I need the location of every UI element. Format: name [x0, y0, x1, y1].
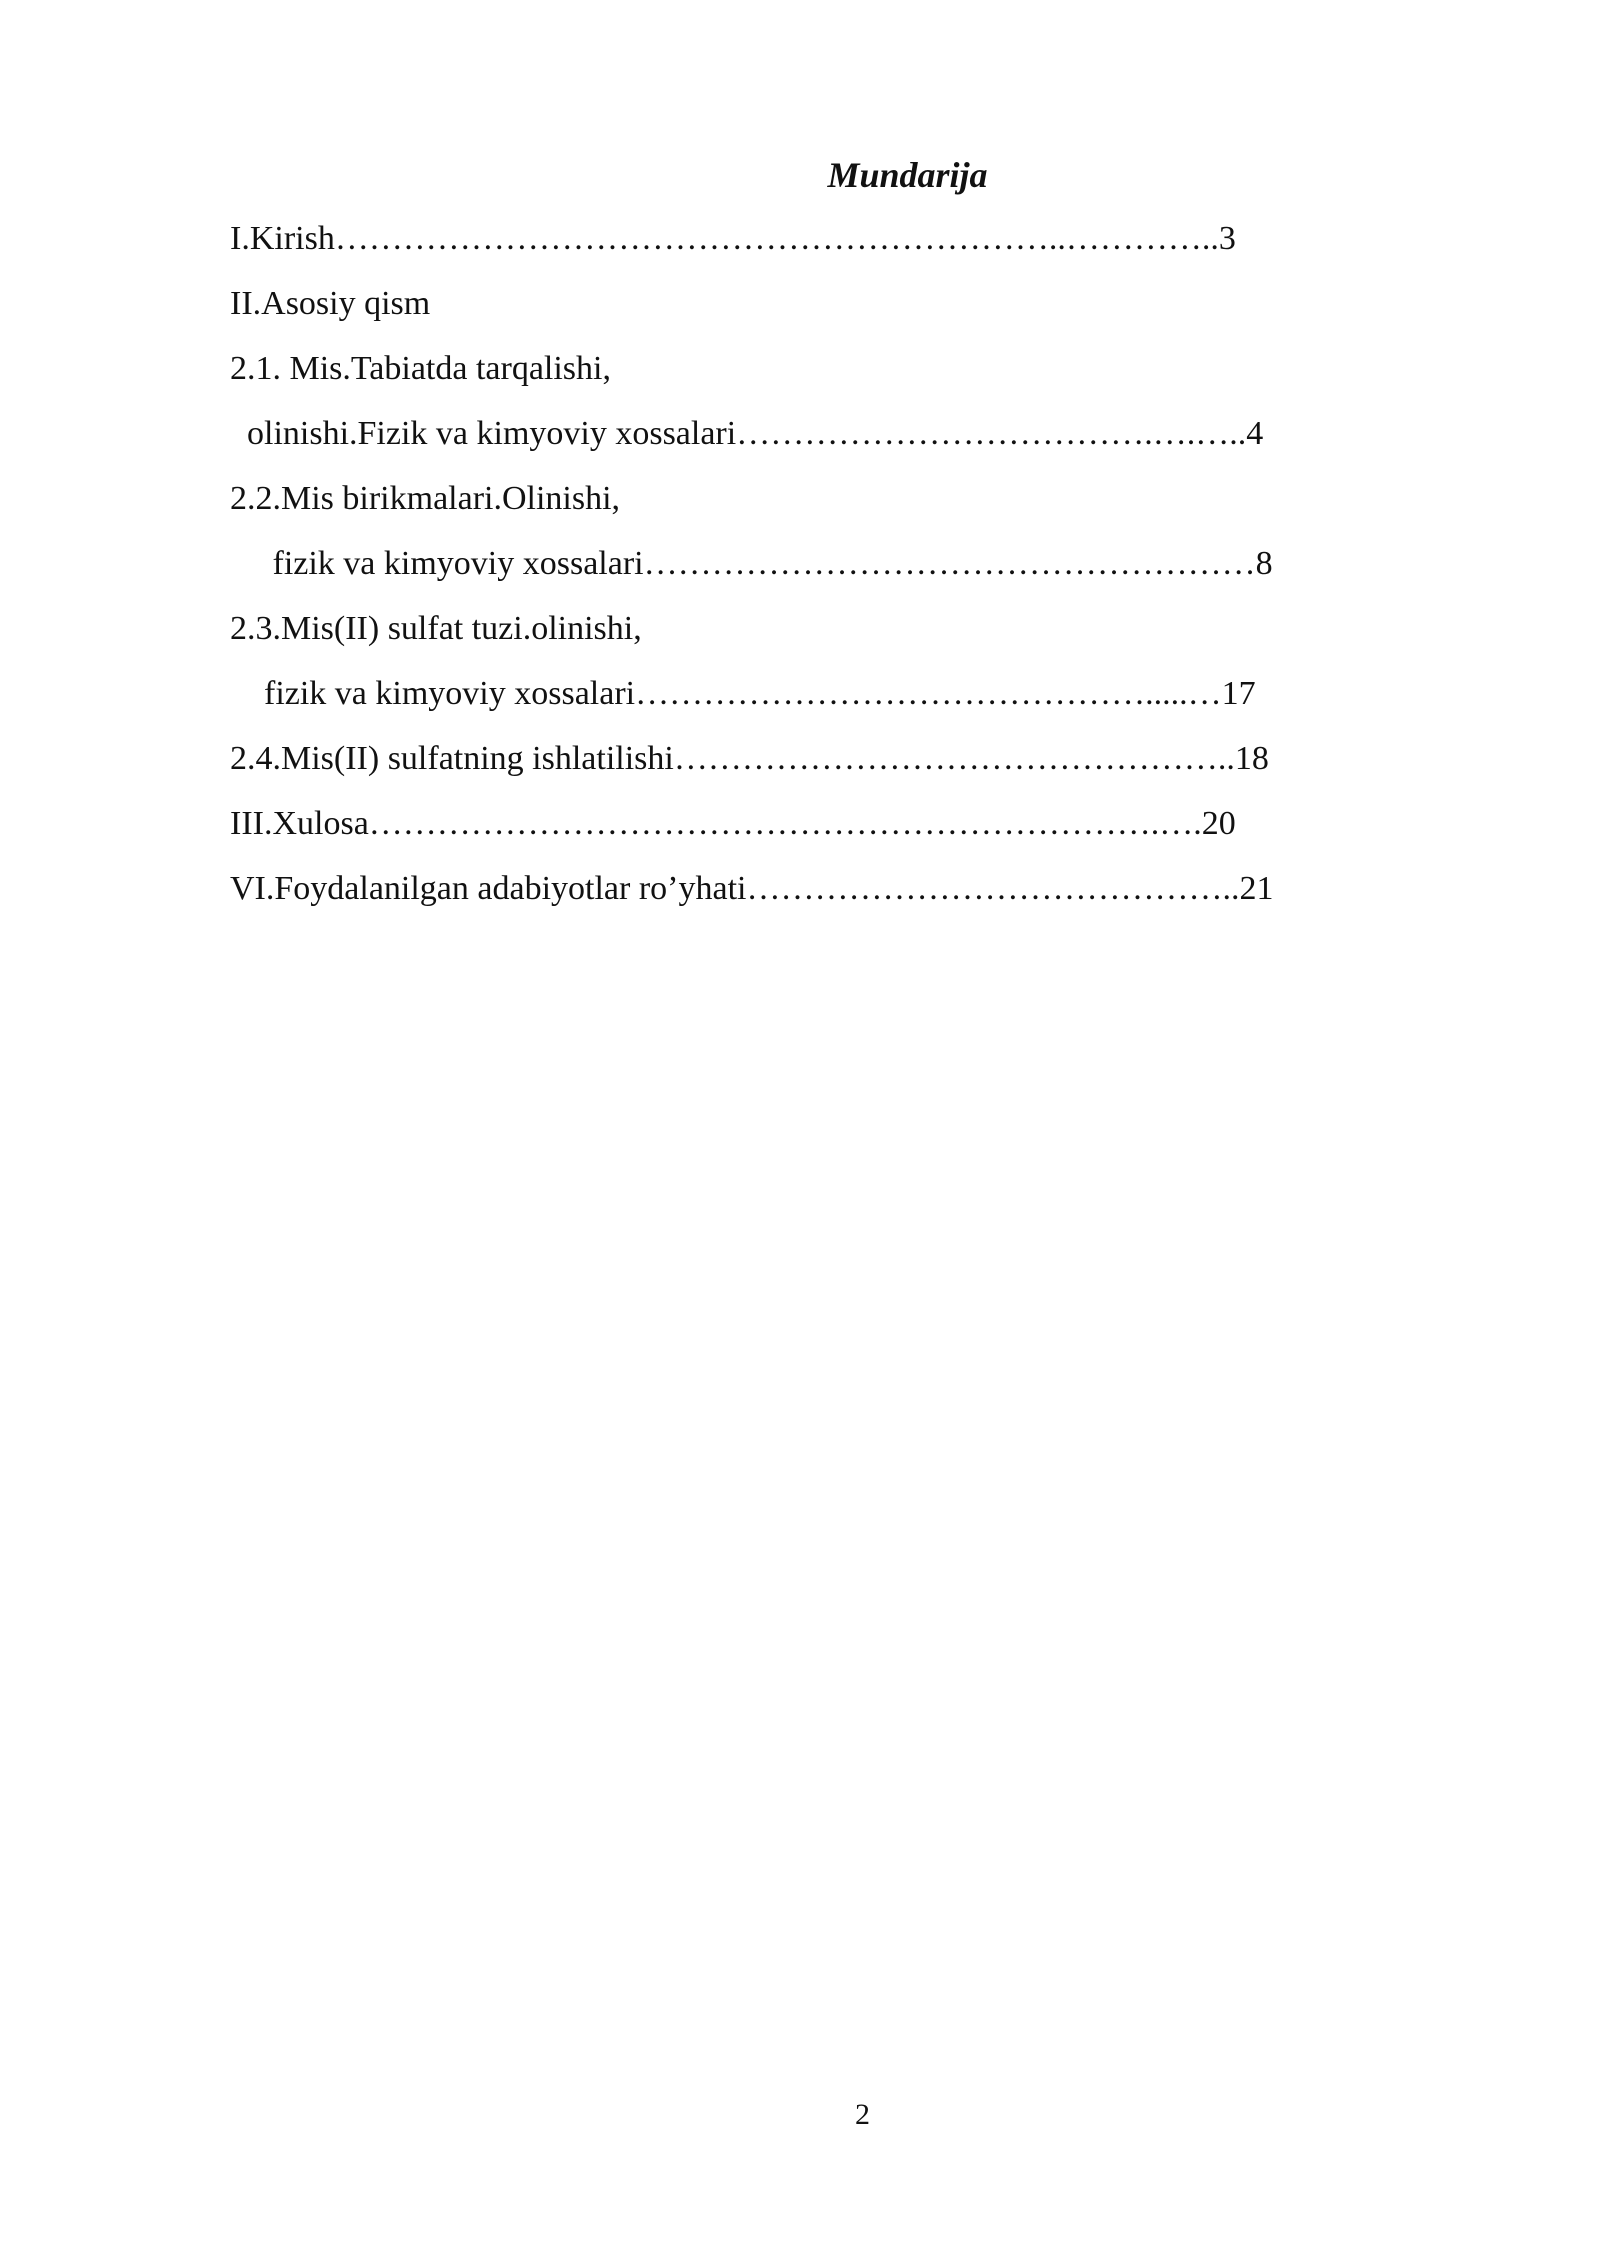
page-title: Mundarija	[827, 155, 988, 195]
toc-entry-adabiyotlar: VI.Foydalanilgan adabiyotlar ro’yhati……………………………………..21	[230, 870, 1274, 907]
toc-entry-2-2-continuation: fizik va kimyoviy xossalari………………………………………………8	[230, 545, 1273, 582]
toc-entry-2-3-heading: 2.3.Mis(II) sulfat tuzi.olinishi,	[230, 610, 642, 647]
toc-entry-2-2-heading: 2.2.Mis birikmalari.Olinishi,	[230, 480, 621, 517]
page-number: 2	[855, 2098, 870, 2131]
toc-entry-2-1-heading: 2.1. Mis.Tabiatda tarqalishi,	[230, 350, 611, 387]
toc-entry-asosiy-qism: II.Asosiy qism	[230, 285, 431, 322]
toc-entry-2-3-continuation: fizik va kimyoviy xossalari……………………………………….....…17	[230, 675, 1256, 712]
toc-entry-2-4: 2.4.Mis(II) sulfatning ishlatilishi…………………………………………..18	[230, 740, 1269, 777]
toc-entry-2-1-continuation: olinishi.Fizik va kimyoviy xossalari……………………………….….…..4	[230, 415, 1264, 452]
toc-entry-xulosa: III.Xulosa…………………………………………………………….….20	[230, 805, 1236, 842]
toc-entry-kirish: I.Kirish………………………………………………………..…………..3	[230, 220, 1236, 257]
